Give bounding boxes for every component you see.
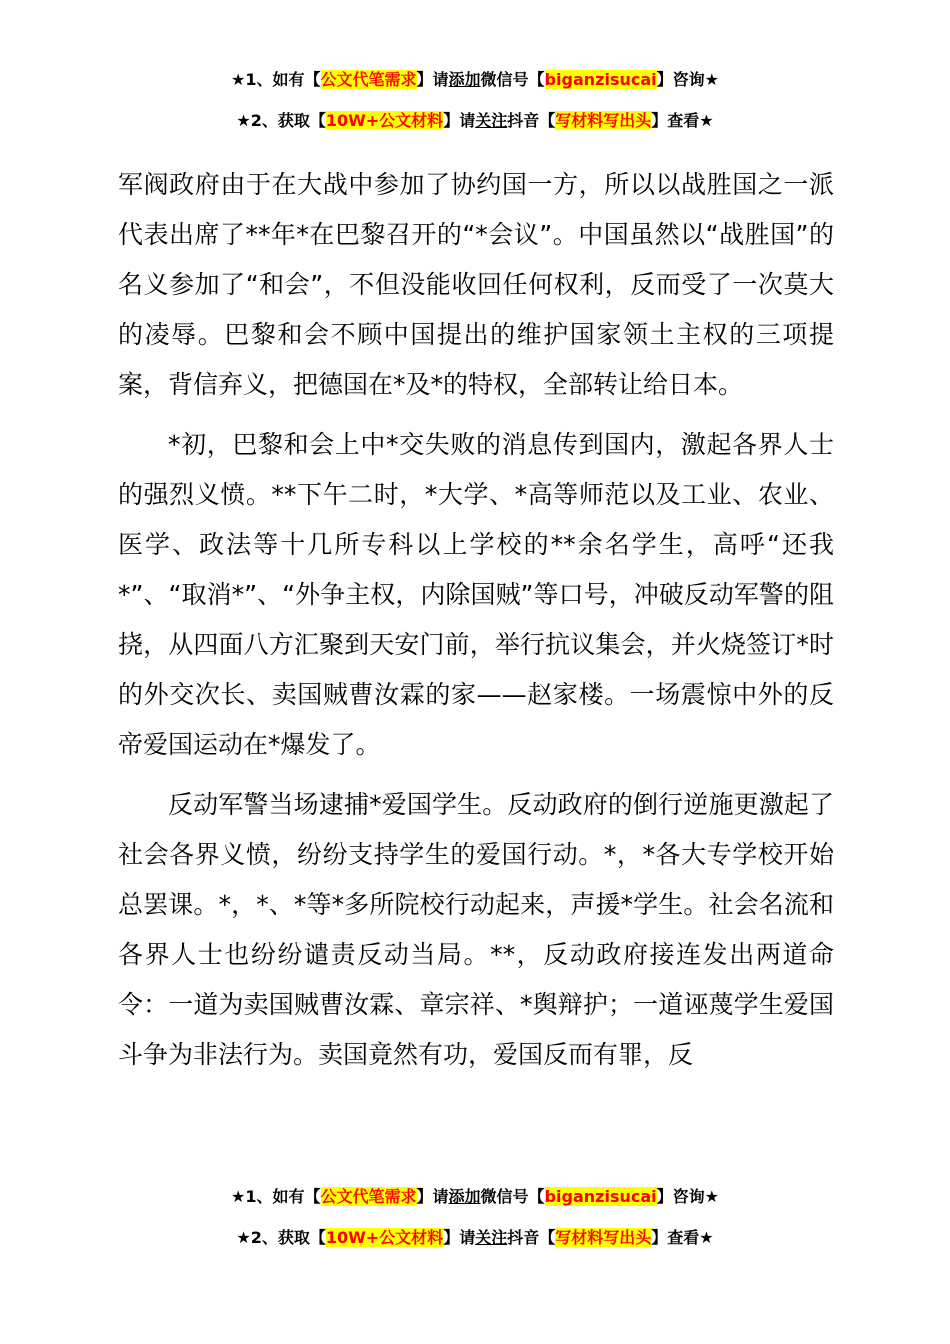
document-body	[118, 160, 834, 1080]
promo-highlight: 写材料写出头	[555, 111, 652, 130]
promo-underlined: 关注	[475, 1228, 508, 1247]
promo-underlined: 关注	[475, 111, 508, 130]
promo-highlight: 公文代笔需求	[320, 1187, 417, 1206]
promo-underlined: 添加	[448, 1187, 481, 1206]
paragraph-2: *初，巴黎和会上中*交失败的消息传到国内，激起各界人士的强烈义愤。**下午二时，*大学、*高等师范以及工业、农业、医学、政法等十几所专科以上学校的**余名学生，高呼“还我*”、“取消*”、“外争主权，内除国贼”等口号，冲破反动军警的阻挠，从四面八方汇聚到天安门前，举行抗议集会，并火烧签订*时的外交次长、卖国贼曹汝霖的家——赵家楼。一场震惊中外的反帝爱国运动在*爆发了。	[118, 430, 834, 759]
promo-underlined: 添加	[448, 70, 481, 89]
header-promo-line-2	[0, 110, 950, 132]
paragraph-1: 军阀政府由于在大战中参加了协约国一方，所以以战胜国之一派代表出席了**年*在巴黎召开的“*会议”。中国虽然以“战胜国”的名义参加了“和会”，不但没能收回任何权利，反而受了一次莫大的凌辱。巴黎和会不顾中国提出的维护国家领土主权的三项提案，背信弃义，把德国在*及*的特权，全部转让给日本。	[118, 170, 834, 399]
promo-text: ★1、如有【	[231, 70, 321, 89]
promo-text: 】请	[416, 70, 449, 89]
promo-text: 抖音【	[507, 1228, 556, 1247]
promo-highlight: biganzisucai	[544, 1187, 657, 1206]
promo-text: 】请	[416, 1187, 449, 1206]
footer-promo-line-2	[0, 1227, 950, 1249]
promo-highlight: 10W+公文材料	[325, 1228, 444, 1247]
promo-text: 】查看★	[651, 1228, 714, 1247]
promo-text: ★1、如有【	[231, 1187, 321, 1206]
promo-highlight: 公文代笔需求	[320, 70, 417, 89]
promo-text: ★2、获取【	[236, 111, 326, 130]
promo-text: 】请	[443, 111, 476, 130]
promo-text: 】查看★	[651, 111, 714, 130]
promo-highlight: biganzisucai	[544, 70, 657, 89]
footer-promo-line-1	[0, 1186, 950, 1208]
promo-text: 抖音【	[507, 111, 556, 130]
promo-text: 】咨询★	[656, 70, 719, 89]
promo-text: 】请	[443, 1228, 476, 1247]
promo-text: 】咨询★	[656, 1187, 719, 1206]
promo-text: 微信号【	[480, 70, 545, 89]
promo-highlight: 10W+公文材料	[325, 111, 444, 130]
promo-text: 微信号【	[480, 1187, 545, 1206]
header-promo-line-1	[0, 69, 950, 91]
promo-highlight: 写材料写出头	[555, 1228, 652, 1247]
promo-text: ★2、获取【	[236, 1228, 326, 1247]
paragraph-3: 反动军警当场逮捕*爱国学生。反动政府的倒行逆施更激起了社会各界义愤，纷纷支持学生的爱国行动。*，*各大专学校开始总罢课。*，*、*等*多所院校行动起来，声援*学生。社会名流和各界人士也纷纷谴责反动当局。**，反动政府接连发出两道命令：一道为卖国贼曹汝霖、章宗祥、*舆辩护；一道诬蔑学生爱国斗争为非法行为。卖国竟然有功，爱国反而有罪，反	[118, 790, 834, 1069]
